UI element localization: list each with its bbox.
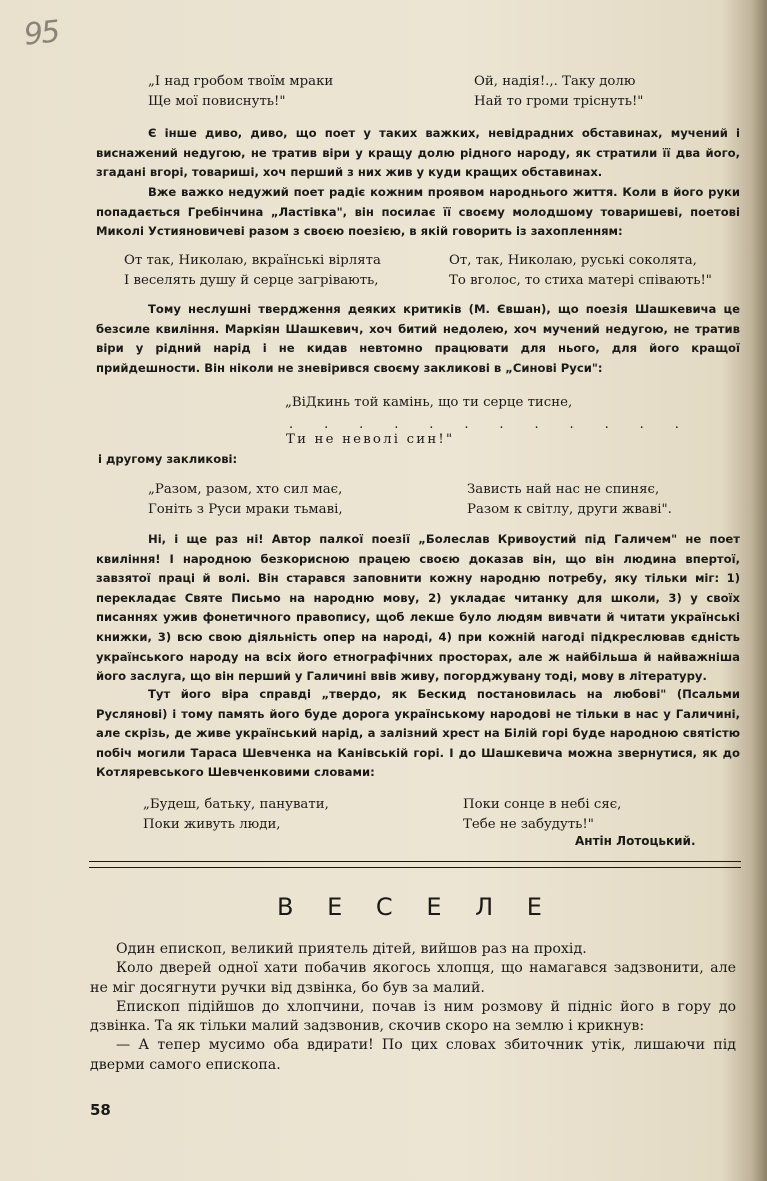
stanza-2-left	[124, 251, 381, 291]
divider-rule-top	[89, 861, 741, 862]
verse-line: Тебе не забудуть!"	[463, 817, 594, 832]
verse-line: Гоніть з Руси мраки тьмаві,	[148, 502, 343, 517]
verse-line: Поки живуть люди,	[143, 817, 281, 832]
verse-line: То вголос, то стиха матері співають!"	[449, 273, 712, 288]
stanza-1-left	[148, 72, 333, 112]
quote-line-3: Ти не неволі син!"	[286, 432, 455, 447]
verse-line: Разом к світлу, други жваві".	[467, 502, 672, 517]
page-number: 58	[90, 1101, 111, 1119]
story-title: В Е С Е Л Е	[277, 893, 555, 921]
verse-line: Поки сонце в небі сяє,	[463, 797, 622, 812]
story-paragraph: Епископ підійшов до хлопчини, почав із ним розмову й підніс його в гору до дзвінка. Та як тільки малий задзвонив, скочив скоро на землю і крикнув:	[90, 998, 736, 1035]
verse-line: „Будеш, батьку, панувати,	[143, 797, 329, 812]
story-paragraph: Один епископ, великий приятель дітей, вийшов раз на прохід.	[116, 941, 587, 957]
verse-line: І веселять душу й серце загрівають,	[124, 273, 379, 288]
paragraph-1: Є інше диво, диво, що поет у таких важких, невідрадних обставинах, мучений і виснажений недугою, не тратив віри у кращу долю рідного народу, як стратили її два його, згадані вгорі, товариші, хоч перший з них жив у куди кращих обставинах.	[96, 126, 740, 180]
verse-line: Най то громи тріснуть!"	[474, 94, 644, 109]
verse-line: От так, Николаю, вкраїнські вірлята	[124, 253, 381, 268]
verse-line: Ще мої повиснуть!"	[148, 94, 286, 109]
handwritten-page-note: 95	[22, 14, 60, 53]
story-text	[90, 940, 736, 1075]
verse-line: „І над гробом твоїм мраки	[148, 74, 334, 89]
story-paragraph: Коло дверей одної хати побачив якогось хлопця, що намагався задзвонити, але не міг досягнути ручки від дзвінка, бо був за малий.	[90, 960, 736, 996]
stanza-1-right	[474, 72, 643, 112]
verse-line: Зависть най нас не спиняє,	[467, 482, 660, 497]
verse-ellipsis: . . . . . . . . . . . .	[289, 417, 693, 432]
stanza-4-left	[143, 795, 329, 835]
paragraph-2: Вже важко недужий поет радіє кожним проявом народнього життя. Коли в його руки попадається Гребінчина „Ластівка", він посилає її своєму молодшому товаришеві, поетові Миколі Устияновичеві разом з своєю поезією, в якій говорить із захопленням:	[96, 185, 740, 239]
label-second-call: і другому закликові:	[98, 452, 238, 466]
stanza-3-right	[467, 480, 672, 520]
stanza-4-right	[463, 795, 621, 835]
paragraph-3: Тому неслушні твердження деяких критиків (М. Євшан), що поезія Шашкевича це безсиле квиління. Маркіян Шашкевич, хоч битий недолею, хоч мучений недугою, не тратив віри у рідний нарід і не кидав невтомно працювати для нього, для його кращої прийдешности. Він ніколи не зневірився своєму закликові в „Синові Руси":	[96, 302, 740, 375]
story-paragraph: — А тепер мусимо оба вдирати! По цих словах збиточник утік, лишаючи під дверми самого епископа.	[90, 1037, 736, 1073]
verse-line: „Разом, разом, хто сил має,	[148, 482, 343, 497]
quote-line-1: „ВіДкинь той камінь, що ти серце тисне,	[285, 395, 573, 410]
stanza-3-left	[148, 480, 343, 520]
author-signature: Антін Лотоцький.	[575, 834, 696, 848]
paragraph-5: Тут його віра справді „твердо, як Бескид постановилась на любові" (Псальми Руслянові) і тому память його буде дорога українському народові не тільки в нас у Галичині, але скрізь, де живе український нарід, а залізний хрест на Білій горі буде народною святістю побіч могили Тараса Шевченка на Канівській горі. І до Шашкевича можна звернутися, як до Котляревського Шевченковими словами:	[96, 687, 740, 780]
verse-line: Ой, надія!.,. Таку долю	[474, 74, 636, 89]
divider-rule-bottom	[89, 867, 741, 868]
verse-line: От, так, Николаю, руські соколята,	[449, 253, 697, 268]
stanza-2-right	[449, 251, 712, 291]
paragraph-4: Ні, і ще раз ні! Автор палкої поезії „Болеслав Кривоустий під Галичем" не поет квиління! І народною безкорисною працею своєю доказав він, що він людина впертої, завзятої праці й волі. Він старався заповнити кожну народню потребу, яку тільки міг: 1) перекладає Святе Письмо на народню мову, 2) укладає читанку для школи, 3) у своїх писаннях ужив фонетичного правопису, щоб лекше було людям вивчати й читати українські книжки, 3) всю свою діяльність опер на народі, 4) при кожній нагоді підкреслював єдність українського народу на всіх його етнографічних просторах, але ж найбільша й найважніша його заслуга, що він перший у Галичині ввів живу, погорджувану тоді, мову в літературу.	[96, 532, 740, 684]
